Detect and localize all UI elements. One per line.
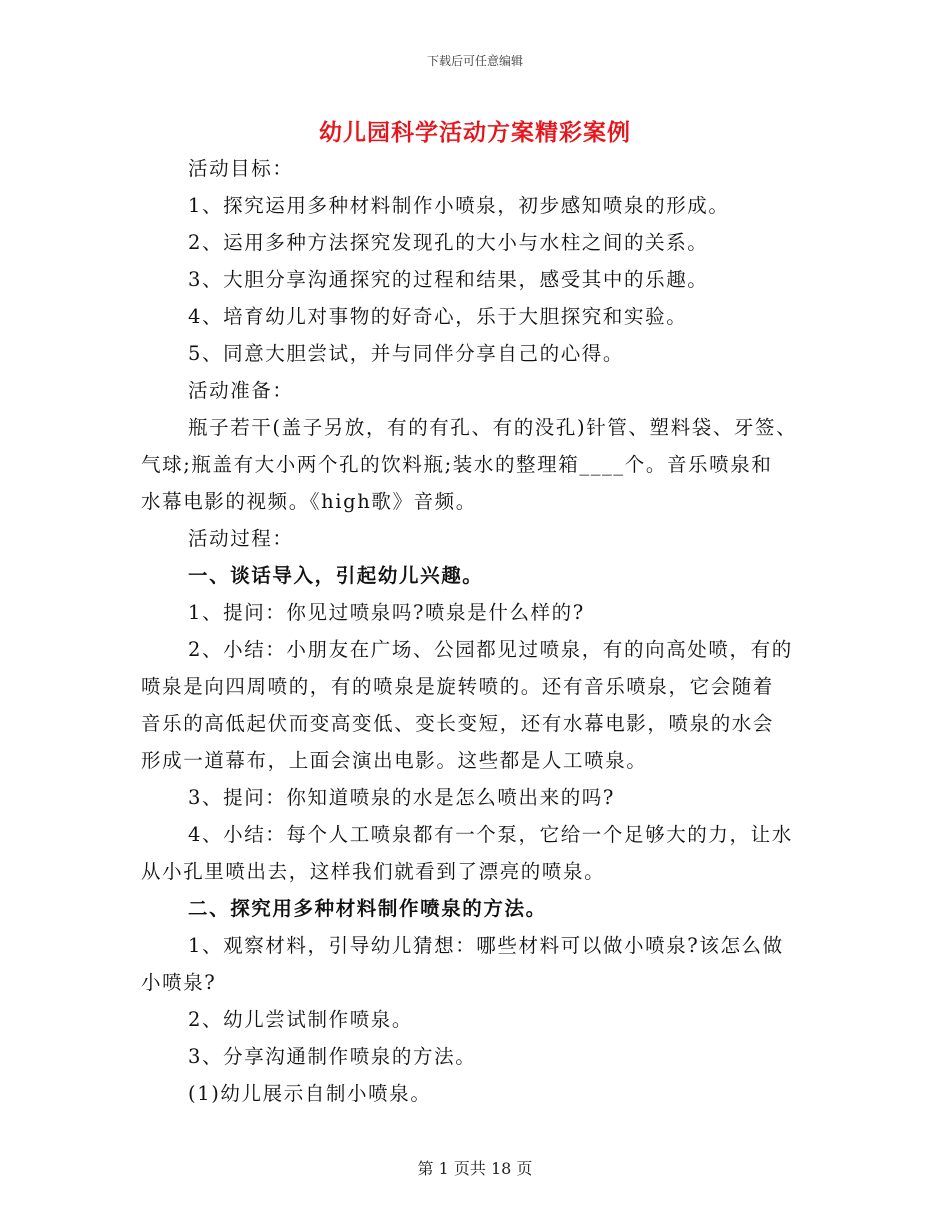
body-line: 1、提问：你见过喷泉吗?喷泉是什么样的? <box>188 601 585 624</box>
document-body <box>141 150 813 1112</box>
body-line: 4、培育幼儿对事物的好奇心，乐于大胆探究和实验。 <box>188 305 688 328</box>
body-line: 1、观察材料，引导幼儿猜想：哪些材料可以做小喷泉?该怎么做 <box>188 934 784 957</box>
body-line: 活动目标： <box>188 157 294 180</box>
page-footer: 第 1 页共 18 页 <box>417 1159 533 1178</box>
body-line: 3、提问：你知道喷泉的水是怎么喷出来的吗? <box>188 786 615 809</box>
body-line: 音乐的高低起伏而变高变低、变长变短，还有水幕电影，喷泉的水会 <box>141 712 775 735</box>
section-heading: 一、谈话导入，引起幼儿兴趣。 <box>188 564 484 587</box>
body-line: 气球;瓶盖有大小两个孔的饮料瓶;装水的整理箱____个。音乐喷泉和 <box>141 453 773 476</box>
body-line: 3、大胆分享沟通探究的过程和结果，感受其中的乐趣。 <box>188 268 709 291</box>
body-line: 1、探究运用多种材料制作小喷泉，初步感知喷泉的形成。 <box>188 194 730 217</box>
body-line: 4、小结：每个人工喷泉都有一个泵，它给一个足够大的力，让水 <box>188 823 793 846</box>
body-line: 2、运用多种方法探究发现孔的大小与水柱之间的关系。 <box>188 231 709 254</box>
body-line: 5、同意大胆尝试，并与同伴分享自己的心得。 <box>188 342 625 365</box>
document-title: 幼儿园科学活动方案精彩案例 <box>319 119 631 146</box>
section-heading: 二、探究用多种材料制作喷泉的方法。 <box>188 897 547 920</box>
header-note: 下载后可任意编辑 <box>426 54 523 68</box>
body-line: 水幕电影的视频。《high歌》音频。 <box>141 490 477 513</box>
body-line: 喷泉是向四周喷的，有的喷泉是旋转喷的。还有音乐喷泉，它会随着 <box>141 675 775 698</box>
body-line: 2、幼儿尝试制作喷泉。 <box>188 1008 414 1031</box>
body-line: 从小孔里喷出去，这样我们就看到了漂亮的喷泉。 <box>141 860 606 883</box>
body-line: 活动过程： <box>188 527 294 550</box>
body-line: (1)幼儿展示自制小喷泉。 <box>188 1082 432 1105</box>
body-line: 形成一道幕布，上面会演出电影。这些都是人工喷泉。 <box>141 749 648 772</box>
body-line: 小喷泉? <box>141 971 217 994</box>
body-line: 3、分享沟通制作喷泉的方法。 <box>188 1045 477 1068</box>
body-line: 活动准备： <box>188 379 294 402</box>
body-line: 瓶子若干(盖子另放，有的有孔、有的没孔)针管、塑料袋、牙签、 <box>188 416 798 439</box>
body-line: 2、小结：小朋友在广场、公园都见过喷泉，有的向高处喷，有的 <box>188 638 793 661</box>
